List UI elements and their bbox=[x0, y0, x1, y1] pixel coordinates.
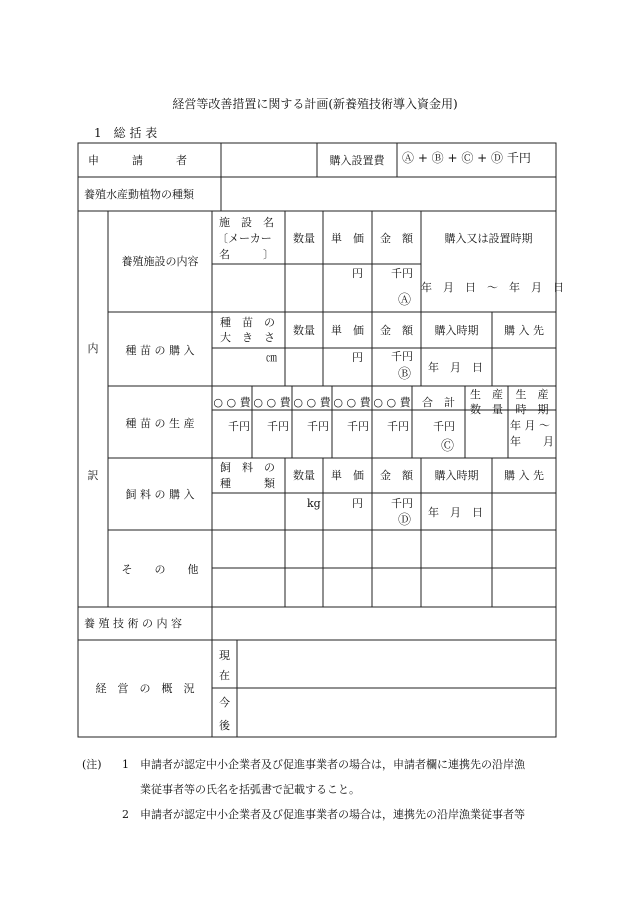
feed-purchase-label: 飼 料 の 購 入 bbox=[125, 488, 195, 501]
applicant-label: 申 請 者 bbox=[88, 154, 187, 167]
purchase-cost-label: 購入設置費 bbox=[329, 154, 385, 167]
total-unit: 千円 bbox=[433, 420, 455, 433]
management-label: 経 営 の 概 況 bbox=[95, 682, 195, 695]
seed-yen-unit: 円 bbox=[352, 351, 363, 364]
notes-prefix: (注) bbox=[82, 758, 102, 771]
facility-name-header-1: 施 設 名 bbox=[219, 216, 274, 229]
production-period-1: 年 月 ～ bbox=[510, 419, 550, 432]
section-heading: 1 総 括 表 bbox=[94, 126, 158, 140]
feed-type-header-1: 飼 料 の bbox=[220, 461, 275, 474]
feed-price-header: 単 価 bbox=[331, 469, 364, 482]
current-label-1: 現 bbox=[219, 649, 230, 662]
cost-unit-1: 千円 bbox=[228, 420, 250, 433]
technique-label: 養 殖 技 術 の 内 容 bbox=[84, 617, 182, 630]
seed-price-header: 単 価 bbox=[331, 324, 364, 337]
seed-source-header: 購 入 先 bbox=[504, 324, 544, 337]
purchase-cost-formula: Ⓐ + Ⓑ + Ⓒ + Ⓓ 千円 bbox=[402, 151, 531, 165]
cost-unit-3: 千円 bbox=[307, 420, 329, 433]
production-qty-header-2: 数 量 bbox=[470, 403, 503, 416]
cost-unit-2: 千円 bbox=[267, 420, 289, 433]
species-label: 養殖水産動植物の種類 bbox=[84, 188, 194, 201]
seed-mark-b: Ⓑ bbox=[398, 367, 412, 382]
feed-qty-header: 数量 bbox=[293, 469, 315, 482]
feed-thousand-yen-unit: 千円 bbox=[391, 497, 413, 510]
total-header: 合 計 bbox=[422, 396, 455, 409]
facility-name-header-3: 名 〕 bbox=[219, 248, 274, 261]
seed-qty-header: 数量 bbox=[293, 324, 315, 337]
seed-size-unit: ㎝ bbox=[266, 351, 277, 364]
production-qty-header-1: 生 産 bbox=[470, 388, 503, 401]
production-period-header-2: 時 期 bbox=[515, 403, 549, 416]
facility-label: 養殖施設の内容 bbox=[121, 255, 199, 268]
future-label-1: 今 bbox=[219, 696, 230, 709]
facility-thousand-yen-unit: 千円 bbox=[391, 267, 413, 280]
seed-timing-header: 購入時期 bbox=[434, 324, 479, 337]
breakdown-label-top: 内 bbox=[87, 342, 99, 355]
seed-production-label: 種 苗 の 生 産 bbox=[125, 417, 195, 430]
future-label-2: 後 bbox=[219, 719, 230, 732]
note-1-line-1: 申請者が認定中小企業者及び促進事業者の場合は，申請者欄に連携先の沿岸漁 bbox=[140, 758, 525, 771]
cost-unit-4: 千円 bbox=[347, 420, 369, 433]
facility-name-header-2: 〔メーカー bbox=[217, 232, 272, 245]
cost-header-5: ○ ○ 費 bbox=[373, 396, 411, 409]
feed-amount-header: 金 額 bbox=[380, 469, 413, 482]
cost-header-2: ○ ○ 費 bbox=[253, 396, 291, 409]
feed-kg-unit: kg bbox=[307, 497, 321, 510]
note-1-number: 1 bbox=[122, 758, 129, 771]
seed-size-header-2: 大 き さ bbox=[220, 331, 275, 344]
seed-thousand-yen-unit: 千円 bbox=[391, 350, 413, 363]
facility-period: 年 月 日 ～ 年 月 日 bbox=[421, 281, 564, 294]
feed-type-header-2: 種 類 bbox=[220, 477, 275, 490]
notes bbox=[82, 752, 562, 827]
seed-purchase-label: 種 苗 の 購 入 bbox=[125, 344, 195, 357]
seed-amount-header: 金 額 bbox=[380, 324, 413, 337]
facility-qty-header: 数量 bbox=[293, 232, 315, 245]
note-2-number: 2 bbox=[122, 808, 129, 821]
facility-mark-a: Ⓐ bbox=[398, 293, 412, 308]
facility-yen-unit: 円 bbox=[352, 267, 363, 280]
feed-yen-unit: 円 bbox=[352, 497, 363, 510]
facility-price-header: 単 価 bbox=[331, 232, 364, 245]
other-label: そ の 他 bbox=[121, 563, 199, 576]
cost-header-4: ○ ○ 費 bbox=[333, 396, 371, 409]
note-1-line-2: 業従事者等の氏名を括弧書で記載すること。 bbox=[140, 783, 360, 796]
seed-purchase-date: 年 月 日 bbox=[428, 361, 483, 374]
feed-source-header: 購 入 先 bbox=[504, 469, 544, 482]
production-period-2: 年 月 bbox=[510, 435, 554, 448]
current-label-2: 在 bbox=[219, 669, 230, 682]
cost-unit-5: 千円 bbox=[387, 420, 409, 433]
production-period-header-1: 生 産 bbox=[515, 388, 549, 401]
facility-amount-header: 金 額 bbox=[380, 232, 413, 245]
note-2-line-1: 申請者が認定中小企業者及び促進事業者の場合は，連携先の沿岸漁業従事者等 bbox=[140, 808, 525, 821]
feed-timing-header: 購入時期 bbox=[434, 469, 479, 482]
cost-header-3: ○ ○ 費 bbox=[293, 396, 331, 409]
feed-purchase-date: 年 月 日 bbox=[428, 506, 483, 519]
feed-mark-d: Ⓓ bbox=[398, 513, 412, 528]
facility-timing-header: 購入又は設置時期 bbox=[444, 232, 533, 245]
seed-size-header-1: 種 苗 の bbox=[220, 316, 275, 329]
production-mark-c: Ⓒ bbox=[441, 439, 455, 454]
document-title: 経営等改善措置に関する計画(新養殖技術導入資金用) bbox=[172, 97, 458, 111]
cost-header-1: ○ ○ 費 bbox=[213, 396, 251, 409]
breakdown-label-bottom: 訳 bbox=[87, 469, 99, 482]
